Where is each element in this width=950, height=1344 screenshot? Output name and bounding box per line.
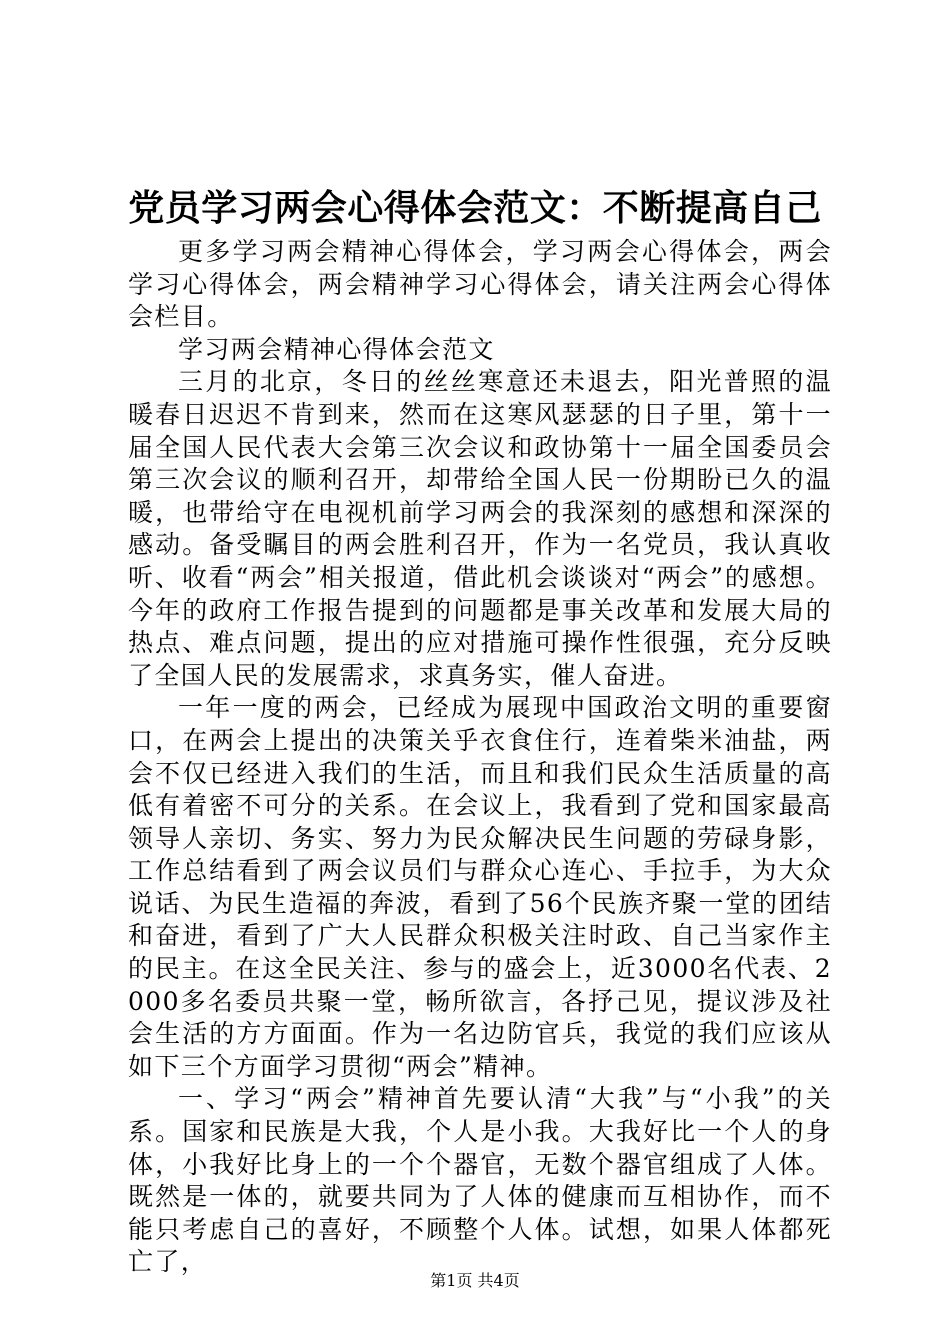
document-body bbox=[128, 236, 832, 1279]
document-title: 党员学习两会心得体会范文：不断提高自己 bbox=[128, 187, 822, 229]
page-footer: 第1页 共4页 bbox=[430, 1271, 520, 1290]
paragraph-intro: 更多学习两会精神心得体会，学习两会心得体会，两会学习心得体会，两会精神学习心得体会，请关注两会心得体会栏目。 bbox=[128, 237, 832, 332]
paragraph-march-beijing: 三月的北京，冬日的丝丝寒意还未退去，阳光普照的温暖春日迟迟不肯到来，然而在这寒风瑟瑟的日子里，第十一届全国人民代表大会第三次会议和政协第十一届全国委员会第三次会议的顺利召开，却带给全国人民一份期盼已久的温暖，也带给守在电视机前学习两会的我深刻的感想和深深的感动。备受瞩目的两会胜利召开，作为一名党员，我认真收听、收看“两会”相关报道，借此机会谈谈对“两会”的感想。今年的政府工作报告提到的问题都是事关改革和发展大局的热点、难点问题，提出的应对措施可操作性很强，充分反映了全国人民的发展需求，求真务实，催人奋进。 bbox=[128, 367, 832, 690]
paragraph-subheading: 学习两会精神心得体会范文 bbox=[178, 334, 495, 364]
paragraph-annual-sessions: 一年一度的两会，已经成为展现中国政治文明的重要窗口，在两会上提出的决策关乎衣食住行，连着柴米油盐，两会不仅已经进入我们的生活，而且和我们民众生活质量的高低有着密不可分的关系。在会议上，我看到了党和国家最高领导人亲切、务实、努力为民众解决民生问题的劳碌身影，工作总结看到了两会议员们与群众心连心、手拉手，为大众说话、为民生造福的奔波，看到了56个民族齐聚一堂的团结和奋进，看到了广大人民群众积极关注时政、自己当家作主的民主。在这全民关注、参与的盛会上，近3000名代表、2000多名委员共聚一堂，畅所欲言，各抒己见，提议涉及社会生活的方方面面。作为一名边防官兵，我觉的我们应该从如下三个方面学习贯彻“两会”精神。 bbox=[128, 693, 832, 1081]
paragraph-point-one: 一、学习“两会”精神首先要认清“大我”与“小我”的关系。国家和民族是大我，个人是小我。大我好比一个人的身体，小我好比身上的一个个器官，无数个器官组成了人体。既然是一体的，就要共同为了人体的健康而互相协作，而不能只考虑自己的喜好，不顾整个人体。试想，如果人体都死亡了， bbox=[128, 1084, 832, 1277]
